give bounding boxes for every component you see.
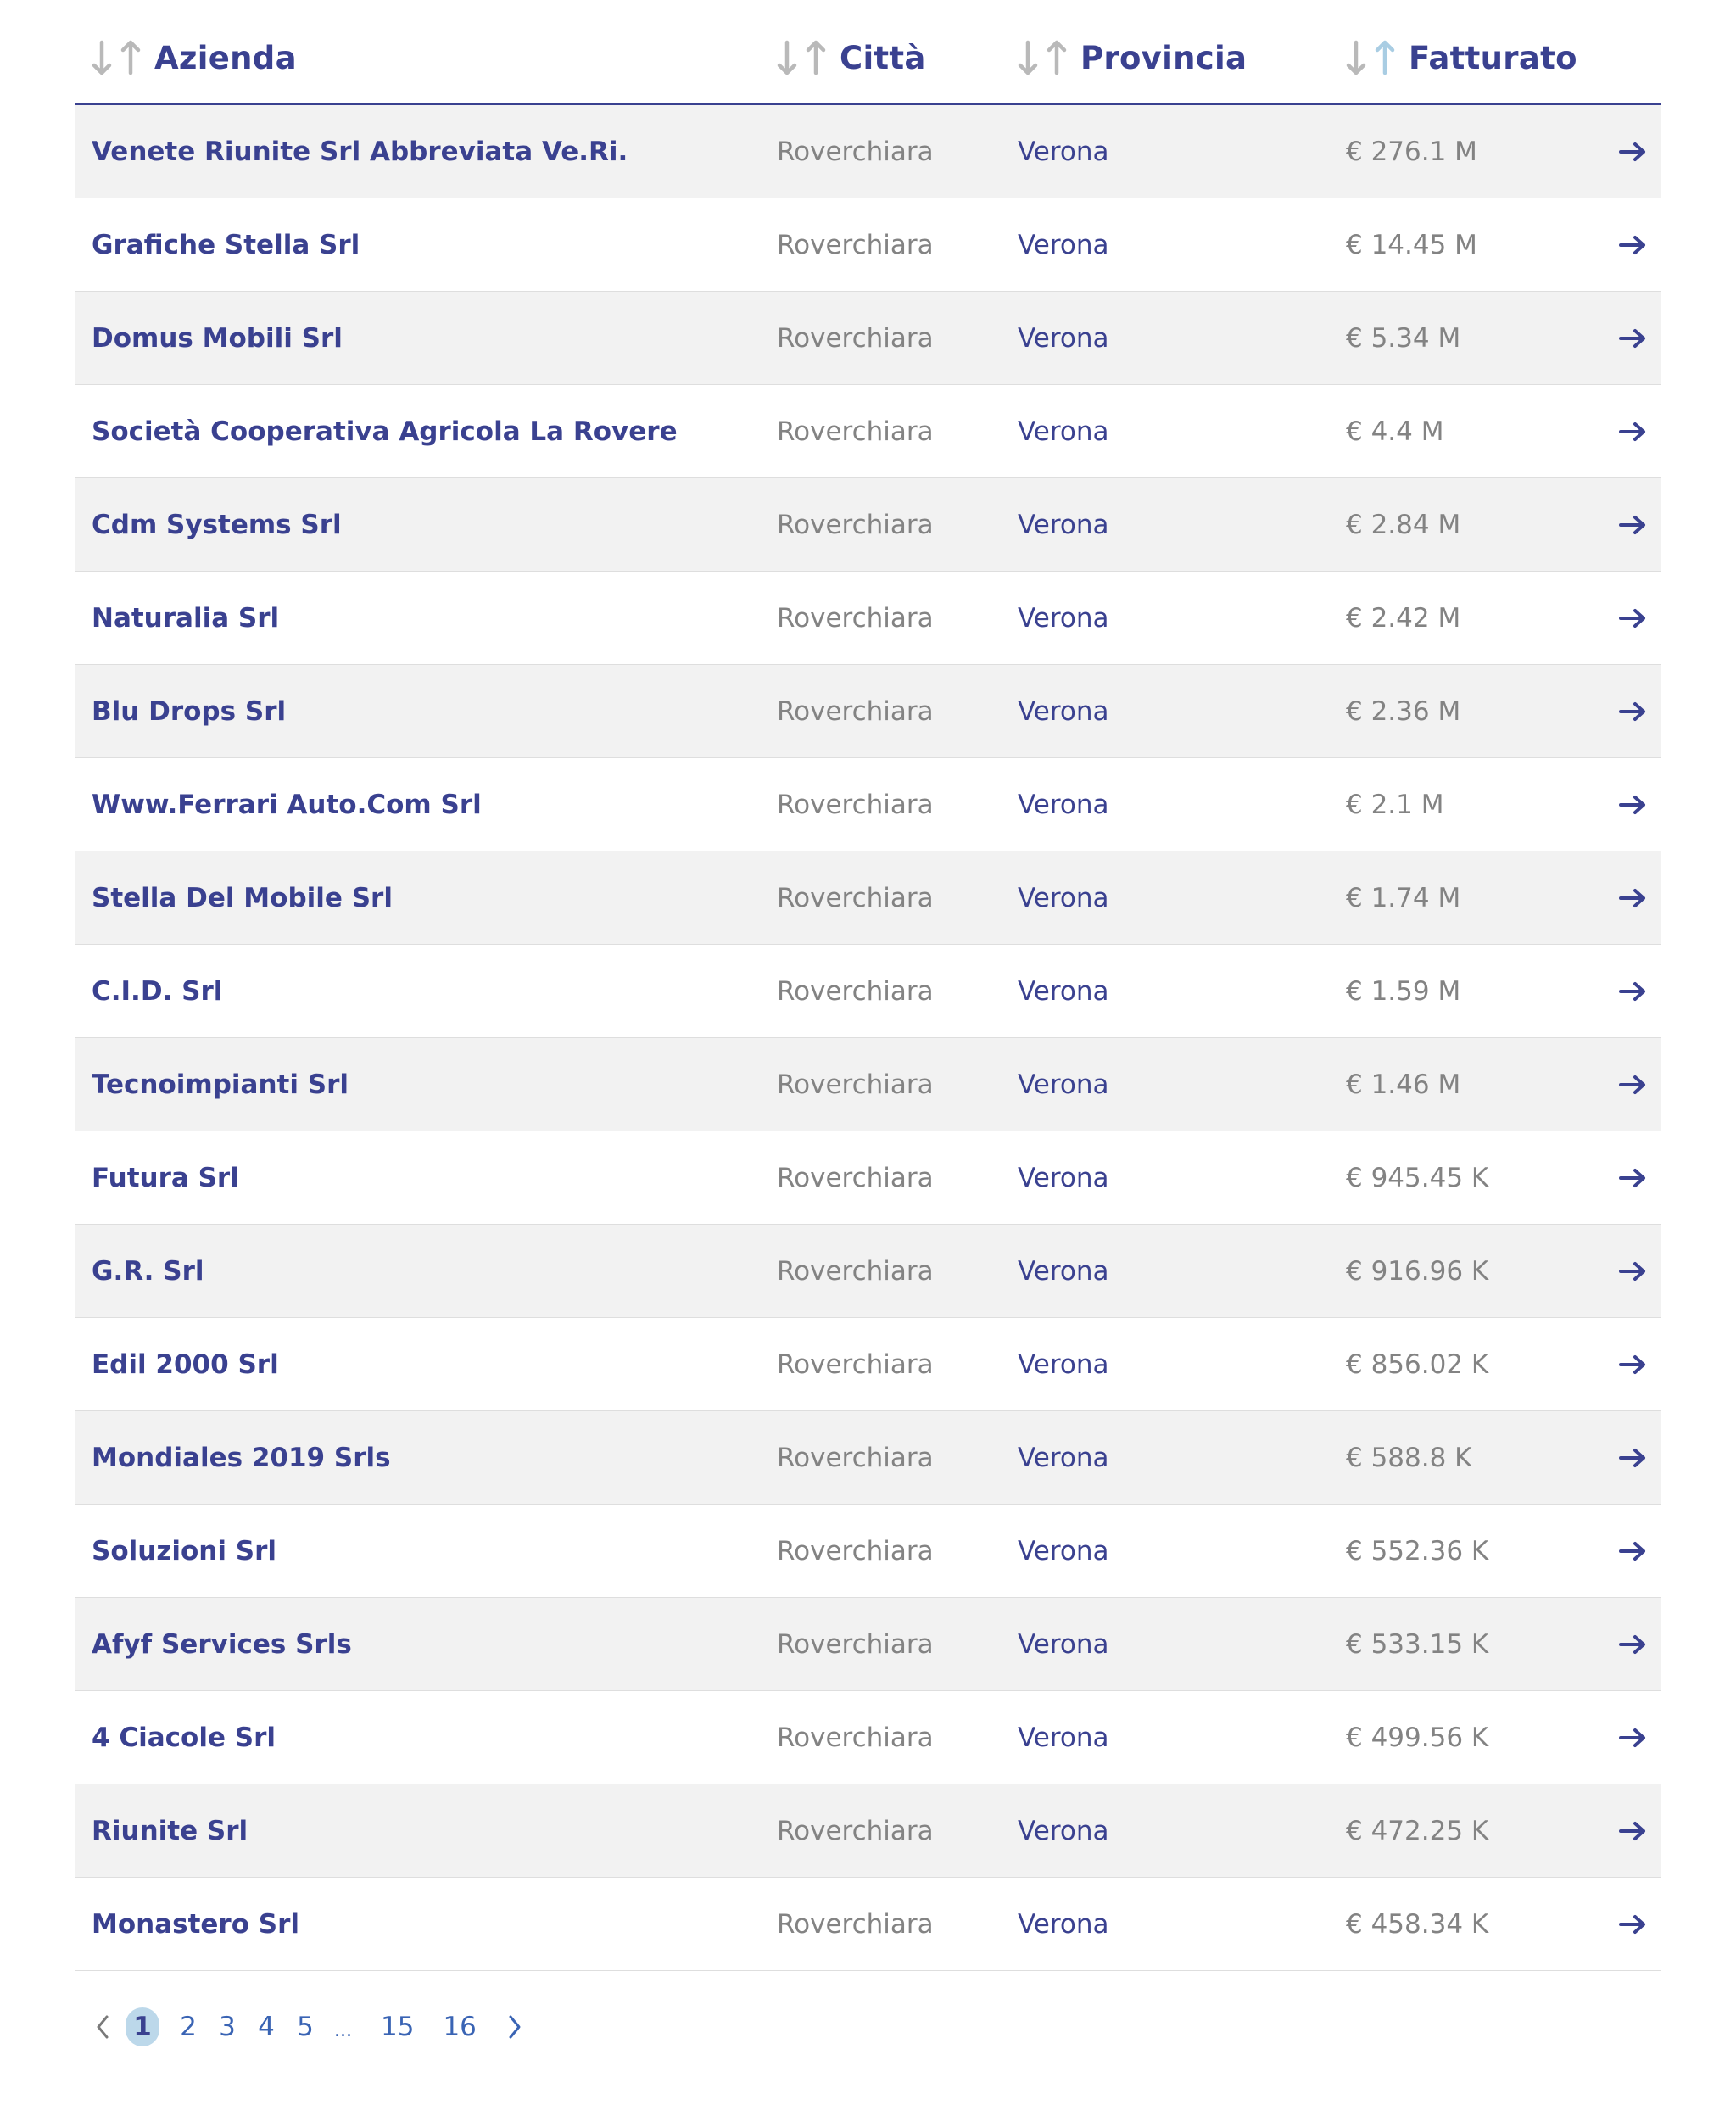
city-cell: Roverchiara [777,790,934,820]
table-row[interactable] [75,1038,1661,1131]
sort-toggle[interactable] [1346,39,1395,76]
revenue-cell: € 458.34 K [1346,1909,1489,1940]
province-cell: Verona [1018,883,1109,913]
company-name-link[interactable]: Edil 2000 Srl [92,1349,279,1380]
arrow-right-icon[interactable] [1619,328,1646,349]
row-open-link[interactable] [1619,1598,1646,1691]
arrow-right-icon[interactable] [1619,1261,1646,1281]
column-header-citta[interactable] [777,34,926,81]
row-open-link[interactable] [1619,478,1646,572]
company-name-link[interactable]: Venete Riunite Srl Abbreviata Ve.Ri. [92,137,628,167]
row-open-link[interactable] [1619,1691,1646,1784]
column-header-azienda[interactable] [92,34,297,81]
row-open-link[interactable] [1619,758,1646,851]
company-name-link[interactable]: Naturalia Srl [92,603,280,634]
page-link[interactable]: 4 [258,2012,275,2042]
row-open-link[interactable] [1619,1225,1646,1318]
company-name-link[interactable]: Tecnoimpianti Srl [92,1069,349,1100]
row-open-link[interactable] [1619,851,1646,945]
city-cell: Roverchiara [777,1443,934,1473]
arrow-right-icon[interactable] [1619,1728,1646,1748]
province-cell: Verona [1018,323,1109,354]
revenue-cell: € 945.45 K [1346,1163,1489,1193]
city-cell: Roverchiara [777,883,934,913]
city-cell: Roverchiara [777,1536,934,1566]
company-name-link[interactable]: 4 Ciacole Srl [92,1723,276,1753]
table-row[interactable] [75,1598,1661,1691]
province-cell: Verona [1018,696,1109,727]
city-cell: Roverchiara [777,603,934,634]
company-name-link[interactable]: Riunite Srl [92,1816,248,1846]
city-cell: Roverchiara [777,1163,934,1193]
table-row[interactable] [75,198,1661,292]
revenue-cell: € 856.02 K [1346,1349,1489,1380]
arrow-down-icon [92,39,112,76]
table-row[interactable] [75,478,1661,572]
company-name-link[interactable]: Stella Del Mobile Srl [92,883,393,913]
revenue-cell: € 276.1 M [1346,137,1477,167]
province-cell: Verona [1018,1629,1109,1660]
province-cell: Verona [1018,1069,1109,1100]
company-name-link[interactable]: Società Cooperativa Agricola La Rovere [92,416,678,447]
row-open-link[interactable] [1619,1131,1646,1225]
arrow-right-icon[interactable] [1619,515,1646,535]
city-cell: Roverchiara [777,1069,934,1100]
city-cell: Roverchiara [777,323,934,354]
company-name-link[interactable]: Futura Srl [92,1163,239,1193]
city-cell: Roverchiara [777,137,934,167]
province-cell: Verona [1018,1723,1109,1753]
prev-page-button[interactable] [90,2007,115,2046]
province-cell: Verona [1018,603,1109,634]
table-header [75,0,1661,105]
arrow-right-icon[interactable] [1619,1914,1646,1935]
arrow-down-icon [777,39,797,76]
arrow-right-icon[interactable] [1619,981,1646,1002]
company-name-link[interactable]: Mondiales 2019 Srls [92,1443,391,1473]
arrow-right-icon[interactable] [1619,1354,1646,1375]
column-header-provincia[interactable] [1018,34,1247,81]
arrow-right-icon[interactable] [1619,1634,1646,1655]
table-row[interactable] [75,385,1661,478]
revenue-cell: € 2.36 M [1346,696,1461,727]
revenue-cell: € 552.36 K [1346,1536,1489,1566]
pagination [75,2002,527,2052]
arrow-down-icon [1346,39,1366,76]
province-cell: Verona [1018,1256,1109,1287]
province-cell: Verona [1018,790,1109,820]
row-open-link[interactable] [1619,105,1646,198]
column-header-label: Azienda [154,39,297,76]
revenue-cell: € 499.56 K [1346,1723,1489,1753]
table-row[interactable] [75,945,1661,1038]
table-row[interactable] [75,572,1661,665]
row-open-link[interactable] [1619,572,1646,665]
city-cell: Roverchiara [777,230,934,260]
next-page-button[interactable] [502,2007,527,2046]
revenue-cell: € 1.59 M [1346,976,1461,1007]
column-header-fatturato[interactable] [1346,34,1577,81]
table-row[interactable] [75,665,1661,758]
province-cell: Verona [1018,1443,1109,1473]
revenue-cell: € 588.8 K [1346,1443,1472,1473]
province-cell: Verona [1018,230,1109,260]
arrow-right-icon[interactable] [1619,888,1646,908]
table-row[interactable] [75,1505,1661,1598]
table-body [75,105,1661,1971]
arrow-right-icon[interactable] [1619,608,1646,628]
column-header-label: Provincia [1080,39,1248,76]
revenue-cell: € 916.96 K [1346,1256,1489,1287]
arrow-up-icon [120,39,141,76]
company-name-link[interactable]: Afyf Services Srls [92,1629,352,1660]
province-cell: Verona [1018,1536,1109,1566]
arrow-up-icon [806,39,826,76]
arrow-down-icon [1018,39,1038,76]
table-row[interactable] [75,1225,1661,1318]
page-link[interactable]: 3 [219,2012,236,2042]
arrow-right-icon[interactable] [1619,235,1646,255]
province-cell: Verona [1018,510,1109,540]
province-cell: Verona [1018,416,1109,447]
column-header-label: Fatturato [1409,39,1577,76]
city-cell: Roverchiara [777,1349,934,1380]
arrow-right-icon[interactable] [1619,1075,1646,1095]
revenue-cell: € 472.25 K [1346,1816,1489,1846]
city-cell: Roverchiara [777,510,934,540]
city-cell: Roverchiara [777,1723,934,1753]
table-row[interactable] [75,1784,1661,1878]
arrow-right-icon[interactable] [1619,1541,1646,1561]
company-name-link[interactable]: Www.Ferrari Auto.Com Srl [92,790,482,820]
company-name-link[interactable]: C.I.D. Srl [92,976,223,1007]
row-open-link[interactable] [1619,665,1646,758]
revenue-cell: € 533.15 K [1346,1629,1489,1660]
row-open-link[interactable] [1619,292,1646,385]
row-open-link[interactable] [1619,198,1646,292]
company-name-link[interactable]: Cdm Systems Srl [92,510,342,540]
table-row[interactable] [75,1691,1661,1784]
company-name-link[interactable]: Domus Mobili Srl [92,323,343,354]
arrow-right-icon[interactable] [1619,1821,1646,1841]
province-cell: Verona [1018,1163,1109,1193]
arrow-right-icon[interactable] [1619,1168,1646,1188]
row-open-link[interactable] [1619,945,1646,1038]
page-link[interactable]: 16 [443,2012,477,2042]
revenue-cell: € 4.4 M [1346,416,1444,447]
company-name-link[interactable]: Grafiche Stella Srl [92,230,360,260]
arrow-right-icon[interactable] [1619,1448,1646,1468]
row-open-link[interactable] [1619,1411,1646,1505]
table-row[interactable] [75,851,1661,945]
revenue-cell: € 5.34 M [1346,323,1461,354]
city-cell: Roverchiara [777,976,934,1007]
province-cell: Verona [1018,1816,1109,1846]
table-row[interactable] [75,1131,1661,1225]
page-current[interactable]: 1 [126,2007,159,2046]
revenue-cell: € 1.46 M [1346,1069,1461,1100]
revenue-cell: € 14.45 M [1346,230,1477,260]
revenue-cell: € 2.42 M [1346,603,1461,634]
city-cell: Roverchiara [777,1909,934,1940]
revenue-cell: € 2.84 M [1346,510,1461,540]
sort-toggle[interactable] [777,39,826,76]
arrow-right-icon[interactable] [1619,422,1646,442]
page-link[interactable]: 15 [380,2012,415,2042]
province-cell: Verona [1018,1909,1109,1940]
sort-toggle[interactable] [1018,39,1067,76]
arrow-up-icon [1047,39,1067,76]
city-cell: Roverchiara [777,1816,934,1846]
table-row[interactable] [75,1318,1661,1411]
company-name-link[interactable]: Monastero Srl [92,1909,300,1940]
company-name-link[interactable]: Soluzioni Srl [92,1536,277,1566]
page-link[interactable]: 5 [297,2012,314,2042]
chevron-right-icon [507,2014,522,2040]
row-open-link[interactable] [1619,1505,1646,1598]
table-row[interactable] [75,1878,1661,1971]
province-cell: Verona [1018,976,1109,1007]
arrow-up-icon [1375,39,1395,76]
companies-table [75,0,1661,1971]
column-header-label: Città [840,39,926,76]
city-cell: Roverchiara [777,696,934,727]
revenue-cell: € 1.74 M [1346,883,1461,913]
row-open-link[interactable] [1619,1038,1646,1131]
table-row[interactable] [75,1411,1661,1505]
company-name-link[interactable]: Blu Drops Srl [92,696,287,727]
sort-toggle[interactable] [92,39,141,76]
row-open-link[interactable] [1619,385,1646,478]
province-cell: Verona [1018,1349,1109,1380]
province-cell: Verona [1018,137,1109,167]
city-cell: Roverchiara [777,1256,934,1287]
chevron-left-icon [95,2014,110,2040]
city-cell: Roverchiara [777,1629,934,1660]
company-name-link[interactable]: G.R. Srl [92,1256,204,1287]
table-row[interactable] [75,105,1661,198]
revenue-cell: € 2.1 M [1346,790,1444,820]
arrow-right-icon[interactable] [1619,795,1646,815]
arrow-right-icon[interactable] [1619,701,1646,722]
page-link[interactable]: 2 [180,2012,197,2042]
row-open-link[interactable] [1619,1784,1646,1878]
page-ellipsis: ... [334,2019,352,2041]
city-cell: Roverchiara [777,416,934,447]
row-open-link[interactable] [1619,1318,1646,1411]
table-row[interactable] [75,758,1661,851]
table-row[interactable] [75,292,1661,385]
row-open-link[interactable] [1619,1878,1646,1971]
arrow-right-icon[interactable] [1619,142,1646,162]
